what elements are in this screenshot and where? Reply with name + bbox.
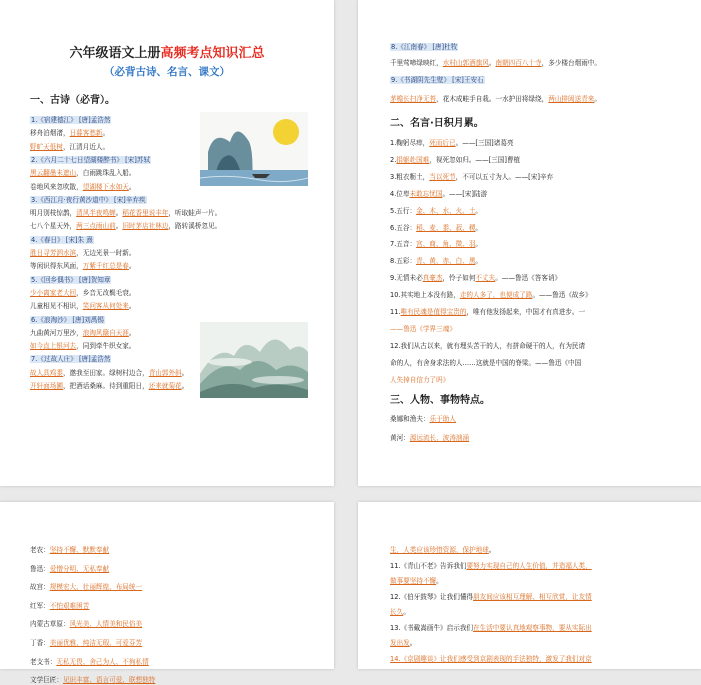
quote-line <box>390 207 482 216</box>
highlighted-text: 走的人多了，也便成了路 <box>459 291 533 300</box>
poem-line <box>30 289 136 298</box>
highlighted-text: 望湖楼下水如天 <box>82 182 129 191</box>
text-segment: 。 <box>115 222 123 231</box>
text-segment: 。——[宋]陆游 <box>442 189 488 198</box>
highlighted-text: 笑问客从何处来 <box>82 302 129 311</box>
poem-title-line <box>30 156 151 165</box>
text-line <box>390 562 592 571</box>
trait-line <box>30 565 109 574</box>
poem-line <box>30 169 136 178</box>
highlighted-text: 在生活中要认真地观察事物，要从实际出 <box>473 623 592 632</box>
text-segment: 人失掉自信力了吗》 <box>390 375 450 384</box>
quote-line <box>390 139 514 148</box>
poem-title-line <box>30 236 94 245</box>
text-segment: 。 <box>181 368 189 377</box>
text-segment: 。 <box>488 546 496 554</box>
text-segment: ，同到牵牛织女家。 <box>76 342 136 351</box>
text-segment: ，听取蛙声一片。 <box>168 209 222 218</box>
trait-line <box>390 415 456 424</box>
poem-title: 5.《回乡偶书》 [唐]贺知章 <box>31 275 111 284</box>
text-segment: 。 <box>475 206 483 215</box>
highlighted-text: 南朝四百八十寺 <box>495 59 542 67</box>
text-segment: 。 <box>594 95 601 103</box>
text-segment: 。 <box>409 639 417 647</box>
trait-line <box>30 620 142 629</box>
highlighted-text: 少小离家老大回 <box>30 288 77 297</box>
text-segment: 鲁迅： <box>30 564 50 573</box>
text-segment: 文学巨匠： <box>30 676 63 685</box>
text-segment: ——鲁迅《学界三魂》 <box>390 324 456 333</box>
text-segment: 9.无情未必 <box>390 274 423 283</box>
text-segment: 七八个星天外， <box>30 222 77 231</box>
text-segment: 。 <box>102 129 110 138</box>
poem-line <box>30 222 221 231</box>
highlighted-text: 源远流长、波涛汹涌 <box>409 434 470 442</box>
highlighted-text: 稻花香里说丰年 <box>122 209 169 218</box>
poem-title-line <box>30 116 111 125</box>
trait-line <box>390 434 469 443</box>
trait-line <box>30 658 149 667</box>
text-segment: 千里莺啼绿映红， <box>390 59 443 67</box>
document-subtitle: （必背古诗、名言、课文） <box>104 66 230 78</box>
text-line <box>390 593 592 602</box>
highlighted-text: 捐躯赴国难 <box>396 155 430 164</box>
trait-line <box>30 639 142 648</box>
section-heading-quotes: 二、名言·日积月累。 <box>390 118 484 129</box>
highlighted-text: 坚持不懈、默默奉献 <box>49 546 110 554</box>
poem-title-line <box>30 316 105 325</box>
highlighted-text: 野旷天低树 <box>30 142 63 151</box>
highlighted-text: 浪淘风簸自天涯 <box>82 328 129 337</box>
highlighted-text: 乐于助人 <box>429 415 456 423</box>
text-segment: 红军： <box>30 601 50 610</box>
text-line <box>390 608 410 617</box>
text-segment: 6.五谷： <box>390 223 417 232</box>
highlighted-text: 长久 <box>390 608 404 616</box>
text-segment: ，无边光景一时新。 <box>76 249 136 257</box>
text-segment: 1.鞠躬尽瘁， <box>390 139 430 147</box>
highlighted-text: 两三点雨山前 <box>76 222 116 231</box>
highlighted-text: 死而后已 <box>429 139 456 147</box>
highlighted-text: 胜日寻芳泗水滨 <box>30 249 77 257</box>
quote-line <box>390 342 585 351</box>
highlighted-text: 故人具鸡黍 <box>30 368 63 377</box>
text-segment: 5.五行： <box>390 206 417 215</box>
text-segment: ，邀我至田家。绿树村边合， <box>62 368 149 377</box>
text-segment: ，路转溪桥忽见。 <box>168 222 222 231</box>
quote-line <box>390 224 482 233</box>
misty-mountain-illustration <box>200 322 308 398</box>
quote-line <box>390 325 456 334</box>
poem-line <box>30 249 136 258</box>
quote-line <box>390 291 592 300</box>
landscape-moon-illustration <box>200 112 308 186</box>
text-segment: 。——[三国]诸葛亮 <box>455 139 514 147</box>
poem-line <box>390 59 601 68</box>
text-segment: 11.《青山不老》告诉我们 <box>390 561 467 570</box>
poem-line <box>30 342 136 351</box>
text-line <box>390 639 416 648</box>
text-segment: 老农： <box>30 546 50 554</box>
highlighted-text: 做事要坚持不懈 <box>390 577 437 585</box>
text-segment: 。 <box>128 302 136 311</box>
text-segment: 等闲识得东风面， <box>30 262 83 271</box>
text-segment: 。 <box>403 608 410 616</box>
highlighted-text: 旧时茅店社林边 <box>122 222 169 231</box>
highlighted-text: 茅檐长扫净无苔 <box>390 95 437 103</box>
text-line <box>390 546 496 555</box>
text-segment: 九曲黄河万里沙， <box>30 328 83 337</box>
poem-title: 2.《六月二十七日望湖楼醉书》 [宋]苏轼 <box>31 155 151 164</box>
highlighted-text: 未敢忘忧国 <box>409 189 443 198</box>
poem-line <box>30 129 109 138</box>
highlighted-text: 发出发 <box>390 639 410 647</box>
poem-line <box>30 369 188 378</box>
trait-line <box>30 676 155 685</box>
poem-title-line <box>390 76 485 85</box>
poem-title-line <box>30 196 147 205</box>
text-segment: 老支书： <box>30 657 57 666</box>
text-segment: 。 <box>181 382 189 390</box>
highlighted-text: 美丽优雅、纯洁无瑕、可爱芬芳 <box>49 639 143 647</box>
text-segment: ，视死忽如归。——[三国]曹植 <box>429 155 521 164</box>
text-segment: ，怜子如何 <box>442 274 476 283</box>
text-segment: ，花木成畦手自栽。一水护田将绿绕， <box>436 95 549 103</box>
text-segment: 。 <box>475 257 483 266</box>
text-segment: 儿童相见不相识， <box>30 302 83 311</box>
text-segment: 故宫： <box>30 583 50 592</box>
text-line <box>390 624 592 633</box>
title-main: 六年级语文上册 <box>69 46 161 61</box>
quote-line <box>390 240 482 249</box>
poem-title-line <box>30 355 111 364</box>
text-segment: 8.五彩： <box>390 257 417 266</box>
page-4 <box>358 502 701 669</box>
text-segment: ，把酒话桑麻。待到重阳日， <box>62 382 149 390</box>
text-segment: 。——鲁迅《答客诮》 <box>495 274 562 283</box>
poem-line <box>30 262 136 271</box>
poem-line <box>30 183 136 192</box>
highlighted-text: 青山郭外斜 <box>148 368 182 377</box>
poem-title: 6.《浪淘沙》 [唐]刘禹锡 <box>31 315 104 324</box>
poem-title: 7.《过故人庄》 [唐]孟浩然 <box>31 355 111 364</box>
poem-line <box>30 329 136 338</box>
highlighted-text: 无私无畏、舍己为人、不徇私情 <box>56 657 149 666</box>
poem-title: 4.《春日》 [宋]朱 熹 <box>31 235 93 244</box>
text-segment: 黄河： <box>390 434 410 442</box>
poem-title-line <box>30 276 111 285</box>
highlighted-text: 稻、麦、黍、菽、稷 <box>416 223 476 232</box>
highlighted-text: 不丈夫 <box>475 274 496 283</box>
section-heading-traits: 三、人物、事物特点。 <box>390 395 490 406</box>
text-segment: 内蒙古草原： <box>30 620 70 629</box>
poem-line <box>30 209 221 218</box>
poem-title: 1.《宿建德江》 [唐]孟浩然 <box>31 116 111 124</box>
text-segment: 丁香： <box>30 639 50 647</box>
highlighted-text: 如今直上银河去 <box>30 342 77 351</box>
highlighted-text: 开轩面场圃 <box>30 382 63 390</box>
highlighted-text: 宫、商、角、徵、羽 <box>416 240 476 249</box>
highlighted-text: 风光美、人情美和民俗美 <box>69 620 143 629</box>
poem-title: 3.《西江月·夜行黄沙道中》 [宋]辛弃疾 <box>31 195 146 204</box>
quote-line <box>390 257 482 266</box>
highlighted-text: 还来就菊花 <box>148 382 182 390</box>
quote-line <box>390 156 520 165</box>
quote-line <box>390 190 487 199</box>
highlighted-text: 14.《京剧趣谈》让我们感受到京剧表现的手法独特，激发了我们对京 <box>390 654 592 663</box>
text-line <box>390 577 443 586</box>
page-3 <box>0 502 334 685</box>
text-segment: 13.《书戴嵩画牛》启示我们 <box>390 623 474 632</box>
highlighted-text: 两山排闼送青来 <box>548 95 595 103</box>
text-segment: 。 <box>115 209 123 218</box>
text-segment: ，乡音无改鬓毛衰。 <box>76 288 136 297</box>
text-segment: ，白雨跳珠乱入船。 <box>76 169 136 178</box>
page-2 <box>358 0 701 486</box>
text-segment: ，江清月近人。 <box>62 142 110 151</box>
text-segment: ，多少楼台烟雨中。 <box>541 59 601 67</box>
poem-line <box>30 382 188 391</box>
text-segment: 11. <box>390 308 401 316</box>
page-1 <box>0 0 334 486</box>
text-segment: 。 <box>128 182 136 191</box>
text-segment: 。——鲁迅《故乡》 <box>532 291 592 300</box>
highlighted-text: 清风半夜鸣蝉 <box>76 209 116 218</box>
trait-line <box>30 583 142 592</box>
text-segment: 桑娜和渔夫： <box>390 415 430 423</box>
quote-line <box>390 308 585 317</box>
quote-line <box>390 274 561 283</box>
quote-line <box>390 173 553 182</box>
poem-title-line <box>390 43 458 52</box>
text-segment: ，唯有他发扬起来，中国才有真进步。一 <box>466 308 586 316</box>
text-segment: 12.我们从古以来，就有埋头苦干的人，有拼命硬干的人，有为民请 <box>390 341 586 350</box>
poem-title: 8.《江南春》 [唐]杜牧 <box>391 43 458 51</box>
highlighted-text: 朋友间应该相互理解、相互欣赏，让友情 <box>473 592 592 601</box>
highlighted-text: 爱憎分明、无私奉献 <box>49 564 110 573</box>
poem-line <box>30 143 109 152</box>
highlighted-text: 万紫千红总是春 <box>82 262 129 271</box>
text-segment: 10.其实地上本没有路， <box>390 291 460 300</box>
quote-line <box>390 376 449 385</box>
text-line <box>390 655 592 664</box>
text-segment: 。 <box>128 328 136 337</box>
highlighted-text: 日暮客愁新 <box>69 129 103 138</box>
text-segment: 移舟泊烟渚， <box>30 129 70 138</box>
text-segment: 。 <box>128 262 136 271</box>
text-segment: 命的人，有舍身求法的人……这就是中国的脊梁。——鲁迅《中国 <box>390 358 582 367</box>
highlighted-text: 不怕艰难困苦 <box>49 601 90 610</box>
text-segment: 。 <box>475 223 483 232</box>
document-title <box>0 42 334 61</box>
trait-line <box>30 546 109 555</box>
text-segment: 7.五音： <box>390 240 417 249</box>
highlighted-text: 要努力实现自己的人生价值，并造福人类， <box>466 561 592 570</box>
text-segment: 卷地风来忽吹散， <box>30 182 83 191</box>
text-segment: 。 <box>436 577 443 585</box>
section-heading-poems: 一、古诗（必背）。 <box>30 95 115 106</box>
text-segment: 。 <box>475 240 483 249</box>
text-segment: ，不可以五寸为人。——[宋]辛弃 <box>455 172 554 181</box>
highlighted-text: 唯有民魂是值得宝贵的 <box>400 308 467 316</box>
text-segment: 。 <box>488 59 496 67</box>
trait-line <box>30 602 89 611</box>
highlighted-text: 规模宏大、壮丽辉煌、布局统一 <box>49 583 143 592</box>
poem-title: 9.《书湖阴先生壁》 [宋]王安石 <box>391 76 484 84</box>
title-highlight: 高频考点知识汇总 <box>160 46 265 61</box>
text-segment: 3.粗衣粝土， <box>390 172 430 181</box>
text-segment: 4.位卑 <box>390 189 410 198</box>
highlighted-text: 黑云翻墨未遮山 <box>30 169 77 178</box>
highlighted-text: 见识丰富、语言可爱、联想独特 <box>62 676 156 685</box>
text-segment: 12.《伯牙鼓琴》让我们懂得 <box>390 592 474 601</box>
highlighted-text: 青、黄、赤、白、黑 <box>416 257 476 266</box>
quote-line <box>390 359 581 368</box>
text-segment: 2. <box>390 155 397 164</box>
highlighted-text: 水村山郭酒旗风 <box>442 59 489 67</box>
poem-line <box>390 95 601 104</box>
highlighted-text: 真豪杰 <box>422 274 443 283</box>
highlighted-text: 金、木、水、火、土 <box>416 206 476 215</box>
poem-line <box>30 302 136 311</box>
highlighted-text: 当以死节 <box>429 172 456 181</box>
highlighted-text: 生，人类应该珍惜资源，保护地球 <box>390 546 489 554</box>
text-segment: 明月别枝惊鹊， <box>30 209 77 218</box>
